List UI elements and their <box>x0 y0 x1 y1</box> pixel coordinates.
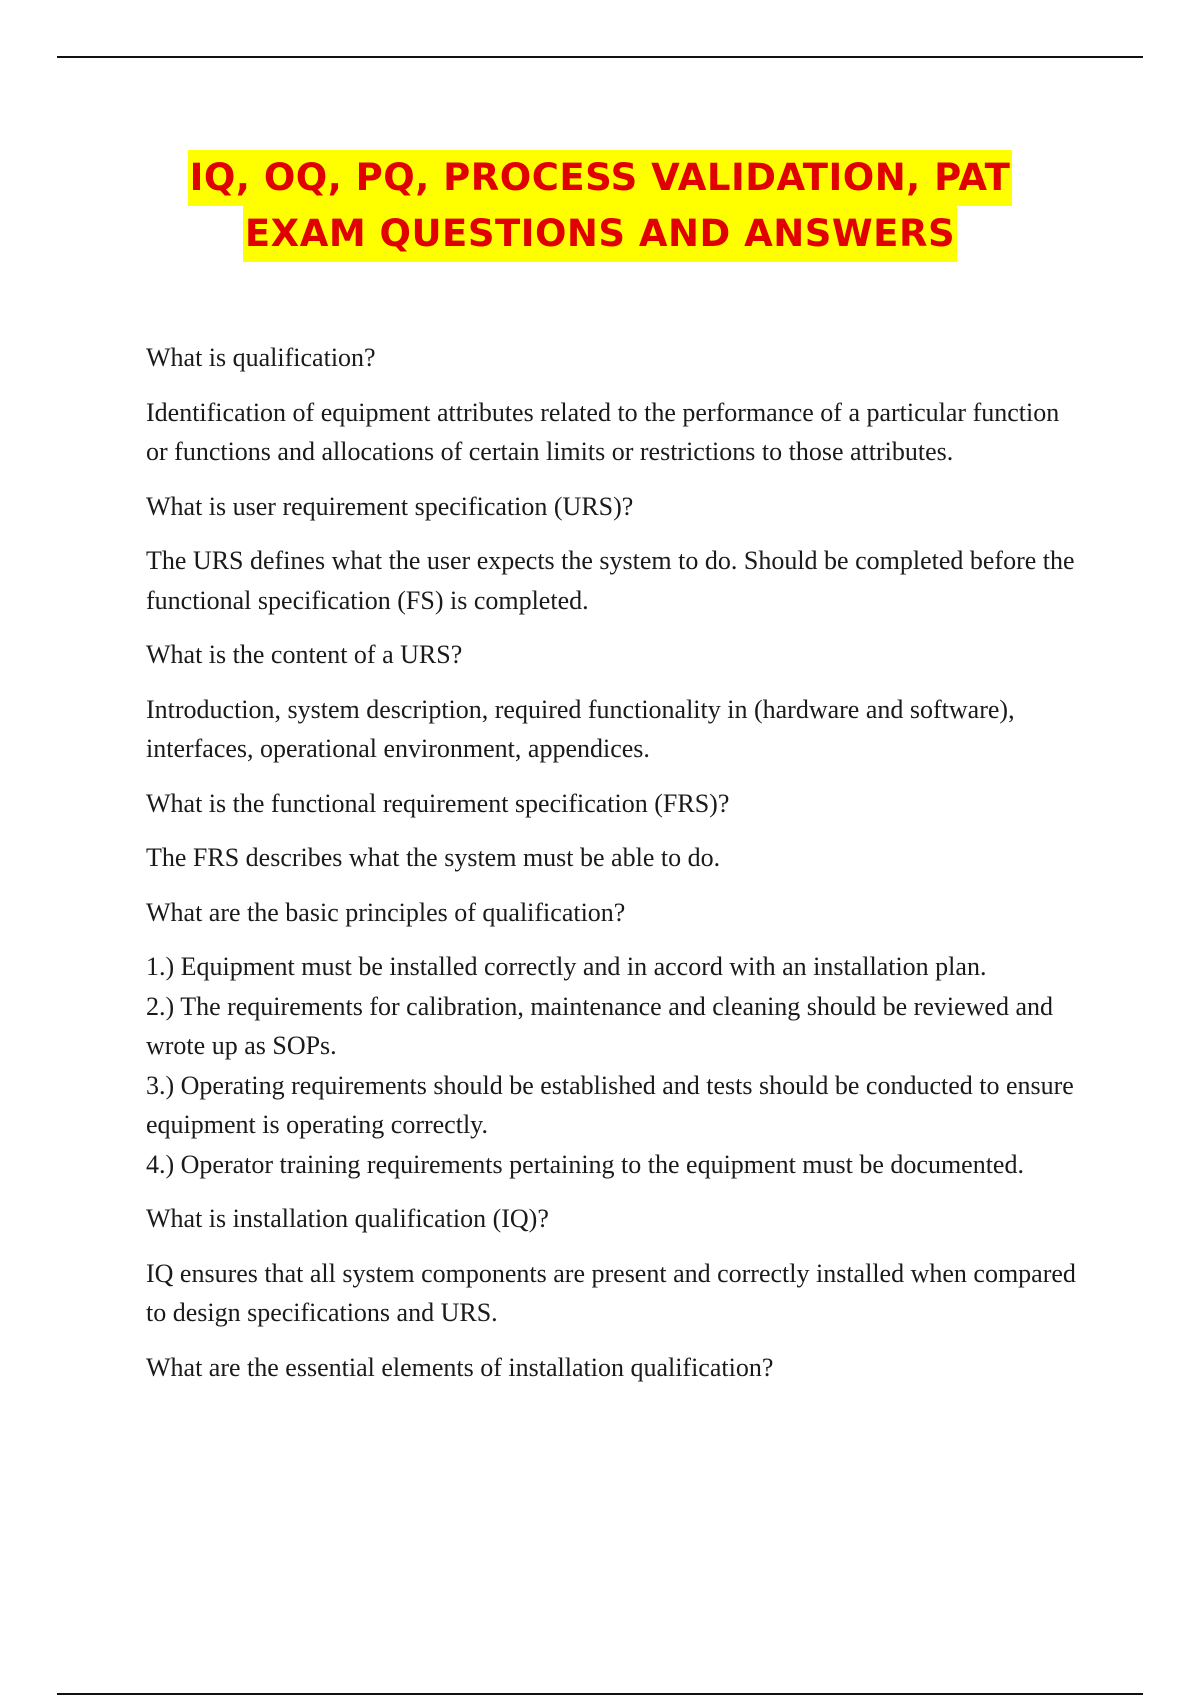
question-7: What are the essential elements of installation qualification? <box>146 1352 774 1382</box>
answer-4: The FRS describes what the system must be able to do. <box>146 843 721 872</box>
answer-3: Introduction, system description, required functionality in (hardware and software), interfaces, operational environment, appendices. <box>146 694 1015 763</box>
bottom-rule <box>57 1693 1143 1695</box>
principle-4: 4.) Operator training requirements pertaining to the equipment must be documented. <box>146 1149 1024 1179</box>
top-rule <box>57 56 1143 58</box>
principle-2: 2.) The requirements for calibration, maintenance and cleaning should be reviewed and wrote up as SOPs. <box>146 991 1054 1060</box>
answer-2: The URS defines what the user expects the system to do. Should be completed before the functional specification (FS) is completed. <box>146 546 1075 615</box>
answer-5-list <box>146 947 1076 1184</box>
question-2: What is user requirement specification (URS)? <box>146 491 634 521</box>
title-line-1: IQ, OQ, PQ, PROCESS VALIDATION, PAT <box>188 150 1013 206</box>
answer-6: IQ ensures that all system components are present and correctly installed when compared to design specifications and URS. <box>146 1258 1076 1327</box>
question-5: What are the basic principles of qualification? <box>146 897 626 927</box>
question-1: What is qualification? <box>146 343 376 372</box>
title-line-2: EXAM QUESTIONS AND ANSWERS <box>243 206 957 262</box>
answer-1: Identification of equipment attributes related to the performance of a particular function or functions and allocations of certain limits or restrictions to those attributes. <box>146 397 1060 466</box>
question-4: What is the functional requirement specification (FRS)? <box>146 788 730 818</box>
principle-1: 1.) Equipment must be installed correctly and in accord with an installation plan. <box>146 952 987 981</box>
document-title <box>0 150 1200 262</box>
principle-3: 3.) Operating requirements should be established and tests should be conducted to ensure equipment is operating correctly. <box>146 1070 1074 1139</box>
qa-content <box>146 338 1076 1402</box>
question-3: What is the content of a URS? <box>146 640 463 669</box>
question-6: What is installation qualification (IQ)? <box>146 1204 549 1233</box>
